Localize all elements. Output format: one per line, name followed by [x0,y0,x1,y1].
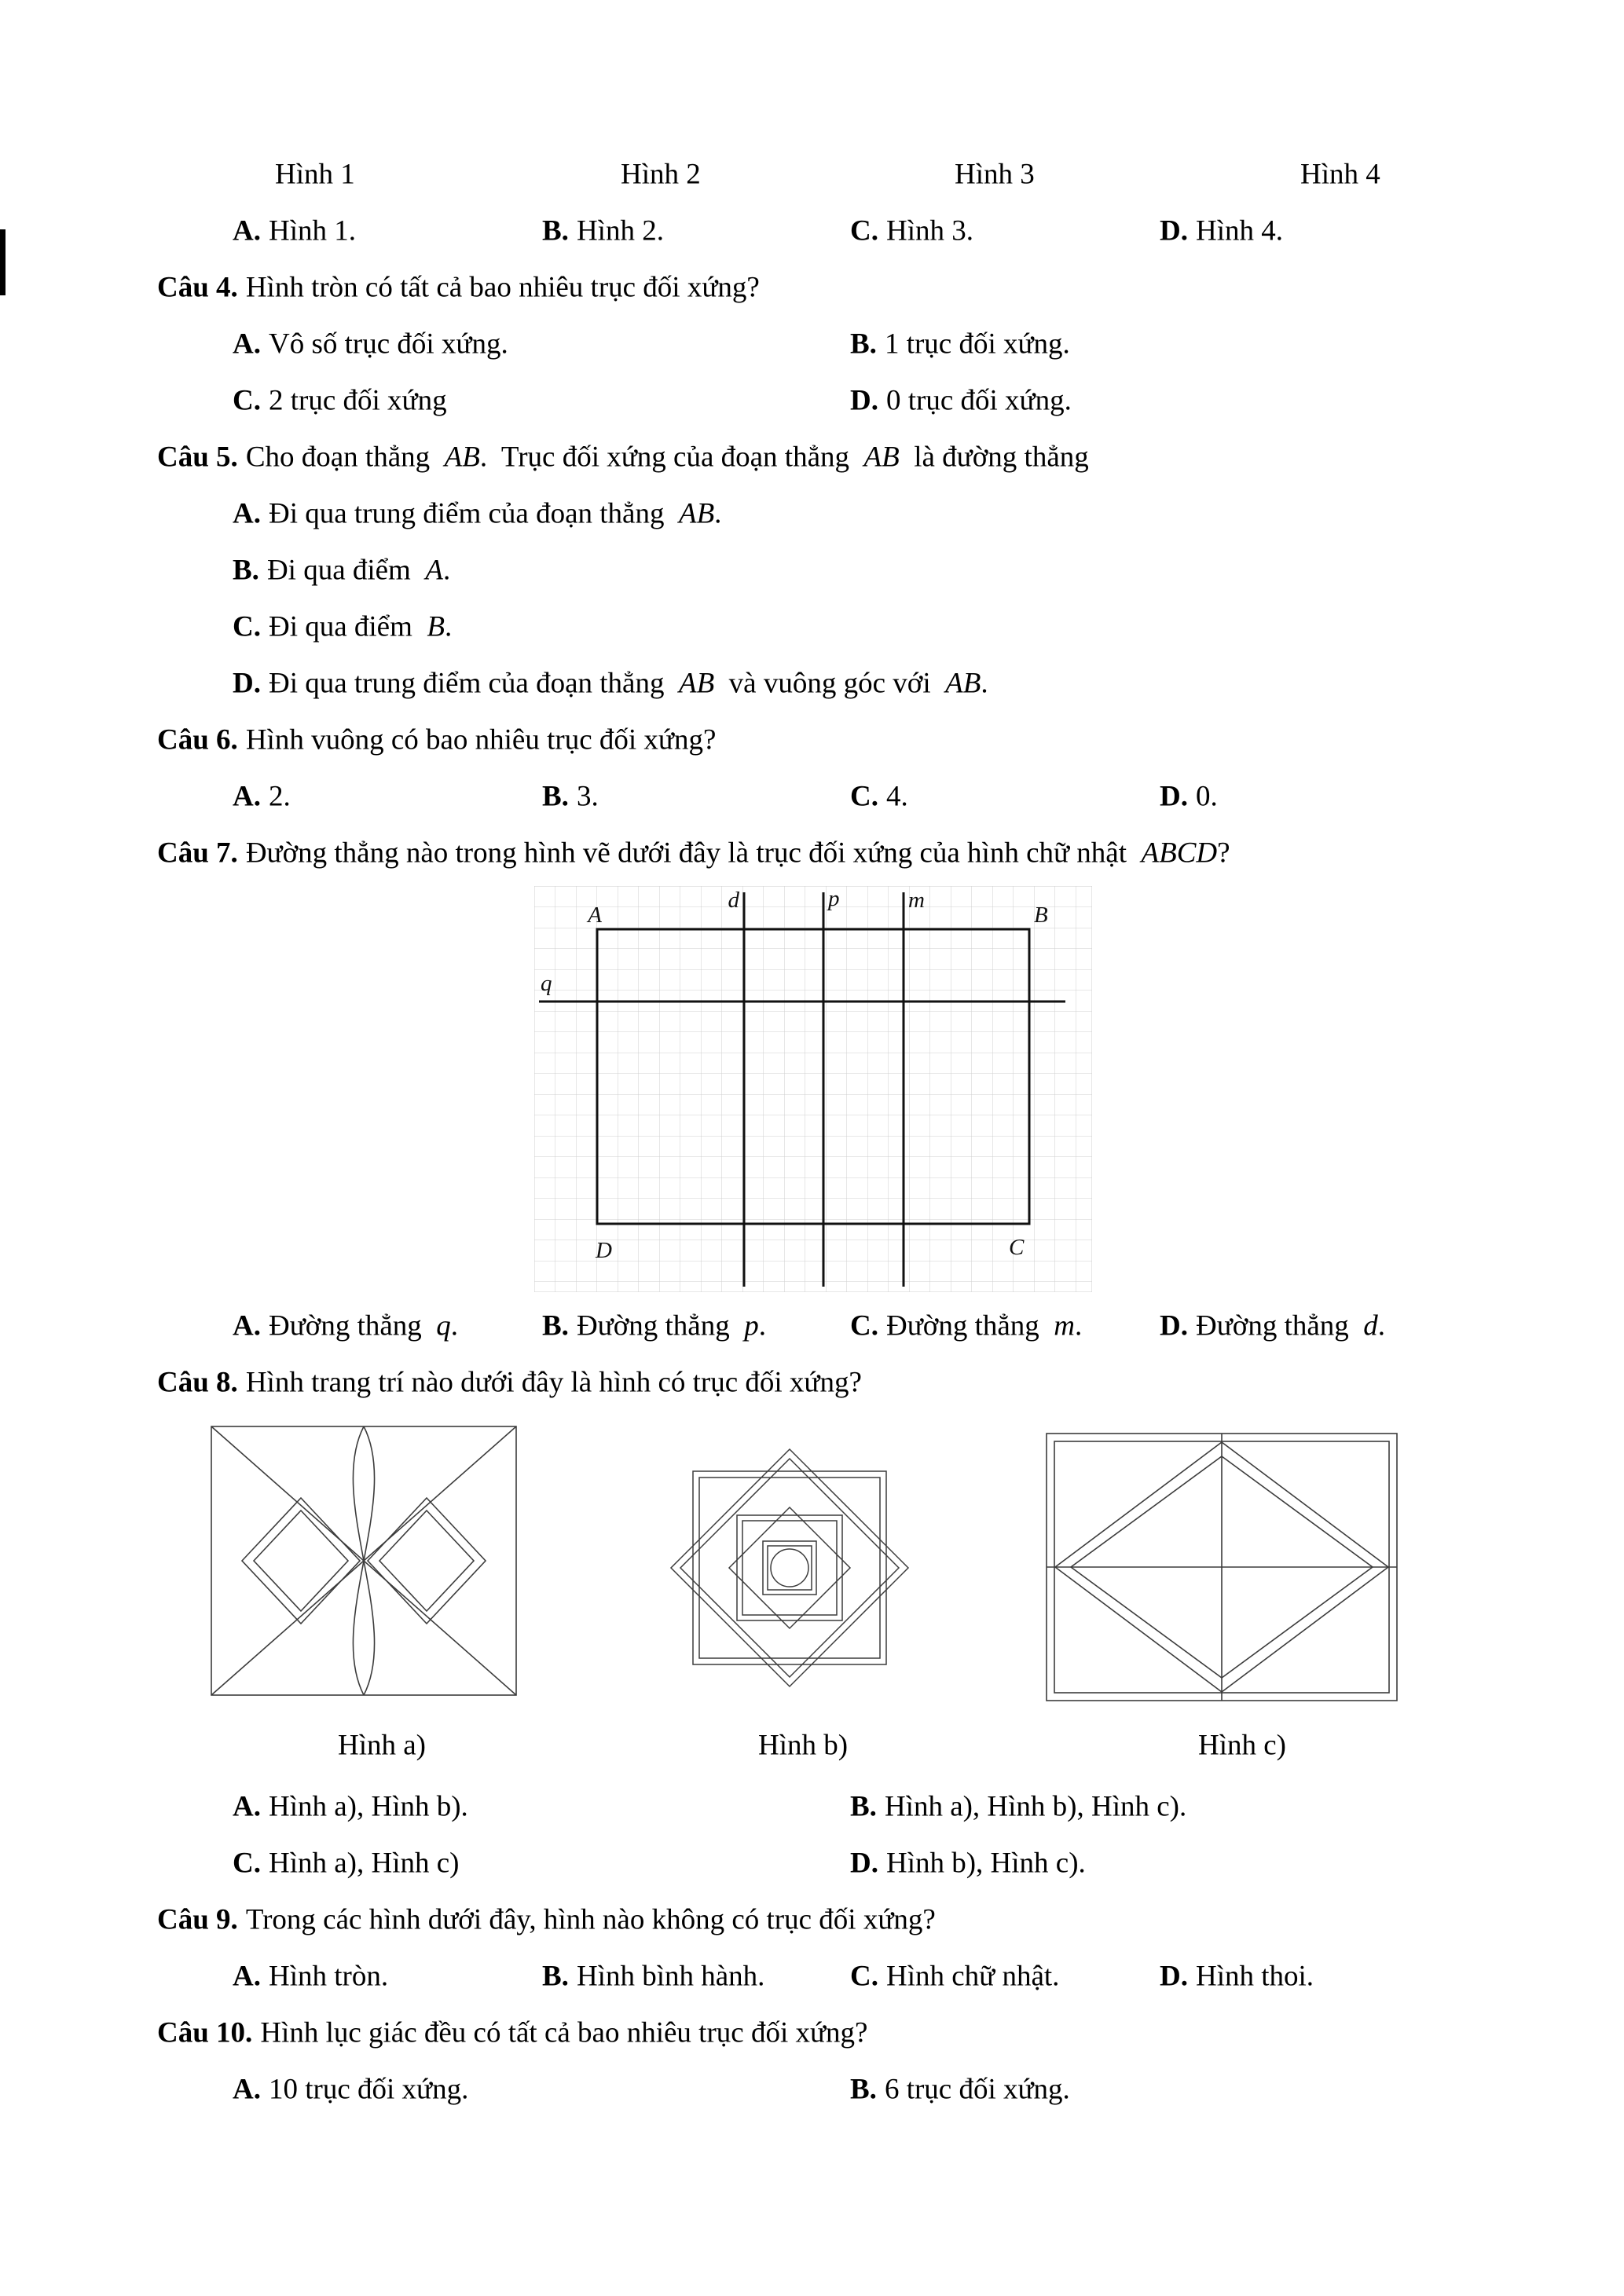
question-7 [0,825,1624,881]
question-8 [0,1354,1624,1411]
option-letter: D. [1160,780,1188,813]
option-d [233,667,988,701]
question-number: Câu 5. [157,441,238,474]
option-text: Đi qua điểm B. [268,610,453,643]
option-a [233,214,356,248]
option-letter: C. [233,1847,261,1880]
figure-caption-1: Hình 1 [275,158,355,191]
middle-square [737,1515,842,1620]
option-b [850,2073,1070,2107]
option-c [850,1960,1059,1994]
option-text: 3. [576,780,599,813]
right-diamond-inner [379,1511,474,1611]
line-label-m: m [908,888,925,913]
option-text: Hình 1. [268,214,356,247]
option-a [233,1960,388,1994]
option-letter: A. [233,328,261,361]
option-text: Hình a), Hình b), Hình c). [884,1790,1187,1823]
figure-caption-3: Hình 3 [955,158,1035,191]
question-4-text [157,271,760,305]
option-b [542,1960,764,1994]
option-b [542,780,599,814]
vertex-label-C: C [1009,1235,1025,1260]
option-letter: C. [850,214,878,247]
question-number: Câu 8. [157,1366,238,1399]
option-text: 0. [1195,780,1218,813]
option-a [233,328,508,361]
option-text: Hình a), Hình b). [268,1790,468,1823]
question-10-text [157,2016,867,2050]
question-body: Đường thẳng nào trong hình vẽ dưới đây là trục đối xứng của hình chữ nhật ABCD? [245,837,1230,870]
option-text: 6 trục đối xứng. [884,2073,1070,2106]
question-9-options [0,1948,1624,2005]
option-letter: A. [233,1960,261,1993]
line-label-d: d [728,888,739,913]
question-body: Hình tròn có tất cả bao nhiêu trục đối xứng? [245,271,760,304]
option-text: Hình 3. [885,214,973,247]
option-text: Đường thẳng q. [268,1309,459,1342]
option-text: Hình b), Hình c). [885,1847,1086,1880]
question-number: Câu 6. [157,723,238,756]
question-8-figure-captions [0,1717,1624,1774]
option-letter: B. [233,554,259,587]
small-square-inner-line [768,1546,812,1590]
big-diamond-outer [671,1449,908,1686]
option-d [1160,214,1283,248]
option-text: Hình a), Hình c) [268,1847,460,1880]
question-body: Hình lục giác đều có tất cả bao nhiêu trục đối xứng? [260,2016,868,2049]
option-letter: A. [233,2073,261,2106]
question-8-figures [211,1426,1624,1702]
top-options-row [0,203,1624,259]
option-a [233,780,291,814]
option-letter: A. [233,497,261,530]
option-b [850,328,1070,361]
option-text: 2. [268,780,291,813]
figure-caption-4: Hình 4 [1300,158,1380,191]
question-number: Câu 7. [157,837,238,870]
option-d [1160,780,1218,814]
question-body: Hình vuông có bao nhiêu trục đối xứng? [245,723,717,756]
option-text: Đi qua trung điểm của đoạn thẳng AB. [268,497,722,530]
question-4-options-cd [0,372,1624,429]
option-a [233,1309,458,1343]
vertex-label-B: B [1034,903,1048,928]
vertex-label-A: A [588,903,602,928]
vertex-label-D: D [596,1238,612,1263]
option-letter: D. [850,384,878,417]
option-text: Hình 2. [576,214,664,247]
grid-background [534,886,1092,1292]
option-c [850,214,973,248]
decorative-figure-c [1045,1432,1399,1702]
top-figure-caption-row [0,146,1624,203]
option-letter: D. [233,667,261,700]
option-letter: A. [233,1790,261,1823]
option-letter: B. [542,1309,569,1342]
option-text: Hình thoi. [1195,1960,1314,1993]
option-c [850,1309,1082,1343]
question-9-text [157,1903,936,1937]
option-b [542,1309,766,1343]
left-diamond-outer [242,1498,360,1624]
option-d [1160,1960,1314,1994]
option-letter: D. [1160,214,1188,247]
option-d [850,1847,1086,1880]
question-number: Câu 10. [157,2016,253,2049]
option-text: 1 trục đối xứng. [884,328,1070,361]
option-letter: C. [850,1960,878,1993]
option-c [850,780,908,814]
option-text: Vô số trục đối xứng. [268,328,508,361]
option-a [233,497,721,531]
question-7-figure [534,886,1092,1292]
outer-square-inner-line [699,1478,880,1658]
option-text: Đường thẳng p. [576,1309,766,1342]
question-4-options-ab [0,316,1624,372]
option-letter: B. [850,328,877,361]
option-letter: B. [542,214,569,247]
option-b [542,214,664,248]
question-10-options [0,2061,1624,2118]
small-diamond [729,1507,850,1628]
option-letter: D. [1160,1309,1188,1342]
option-letter: B. [850,2073,877,2106]
question-7-options [0,1298,1624,1354]
option-text: 10 trục đối xứng. [268,2073,469,2106]
option-text: Đường thẳng d. [1195,1309,1386,1342]
question-6 [0,712,1624,768]
figure-caption-a: Hình a) [338,1729,426,1762]
figure-caption-b: Hình b) [758,1729,849,1762]
option-text: Hình 4. [1195,214,1283,247]
right-diamond-outer [368,1498,486,1624]
option-c [233,610,452,644]
question-5-text [157,441,1089,474]
option-text: Hình bình hành. [576,1960,765,1993]
question-5-option-c [0,599,1624,655]
option-text: Đi qua trung điểm của đoạn thẳng AB và vuông góc với AB. [268,667,988,700]
option-c [233,384,447,418]
option-letter: B. [542,780,569,813]
decorative-figure-b [668,1448,911,1689]
top-margin [0,0,1624,146]
option-letter: C. [850,1309,878,1342]
question-8-options-cd [0,1835,1624,1891]
option-text: Hình chữ nhật. [885,1960,1060,1993]
question-10 [0,2005,1624,2061]
option-letter: B. [850,1790,877,1823]
question-9 [0,1891,1624,1948]
option-letter: D. [850,1847,878,1880]
option-letter: C. [233,384,261,417]
line-label-q: q [541,971,552,996]
question-5-option-b [0,542,1624,599]
question-4 [0,259,1624,316]
big-diamond-inner [680,1459,899,1677]
question-6-options [0,768,1624,825]
option-text: Hình tròn. [268,1960,389,1993]
option-text: Đường thẳng m. [885,1309,1083,1342]
question-7-text [157,837,1230,870]
line-label-p: p [828,886,840,911]
option-c [233,1847,459,1880]
option-b [850,1790,1186,1824]
decorative-figure-a [211,1426,517,1696]
question-5 [0,429,1624,485]
question-5-option-d [0,655,1624,712]
option-b [233,554,450,588]
option-letter: C. [850,780,878,813]
center-circle [771,1549,808,1587]
question-8-text [157,1366,862,1400]
option-letter: A. [233,780,261,813]
option-a [233,2073,468,2107]
option-d [850,384,1072,418]
figure-caption-c: Hình c) [1198,1729,1286,1762]
option-text: 0 trục đối xứng. [885,384,1072,417]
option-letter: B. [542,1960,569,1993]
option-letter: D. [1160,1960,1188,1993]
center-curve-2 [353,1426,374,1695]
question-5-option-a [0,485,1624,542]
option-letter: A. [233,214,261,247]
question-6-text [157,723,716,757]
option-text: Đi qua điểm A. [266,554,451,587]
left-diamond-inner [254,1511,348,1611]
question-8-options-ab [0,1778,1624,1835]
option-text: 4. [885,780,908,813]
option-d [1160,1309,1385,1343]
outer-square [693,1471,886,1664]
rectangle-abcd-grid-figure [534,886,1092,1292]
question-number: Câu 4. [157,271,238,304]
figure-caption-2: Hình 2 [621,158,701,191]
option-a [233,1790,468,1824]
option-text: 2 trục đối xứng [268,384,447,417]
question-body: Hình trang trí nào dưới đây là hình có trục đối xứng? [245,1366,862,1399]
middle-square-inner-line [742,1521,837,1615]
question-body: Trong các hình dưới đây, hình nào không có trục đối xứng? [245,1903,936,1936]
option-letter: C. [233,610,261,643]
question-body: Cho đoạn thẳng AB. Trục đối xứng của đoạn thẳng AB là đường thẳng [245,441,1089,474]
question-number: Câu 9. [157,1903,238,1936]
option-letter: A. [233,1309,261,1342]
